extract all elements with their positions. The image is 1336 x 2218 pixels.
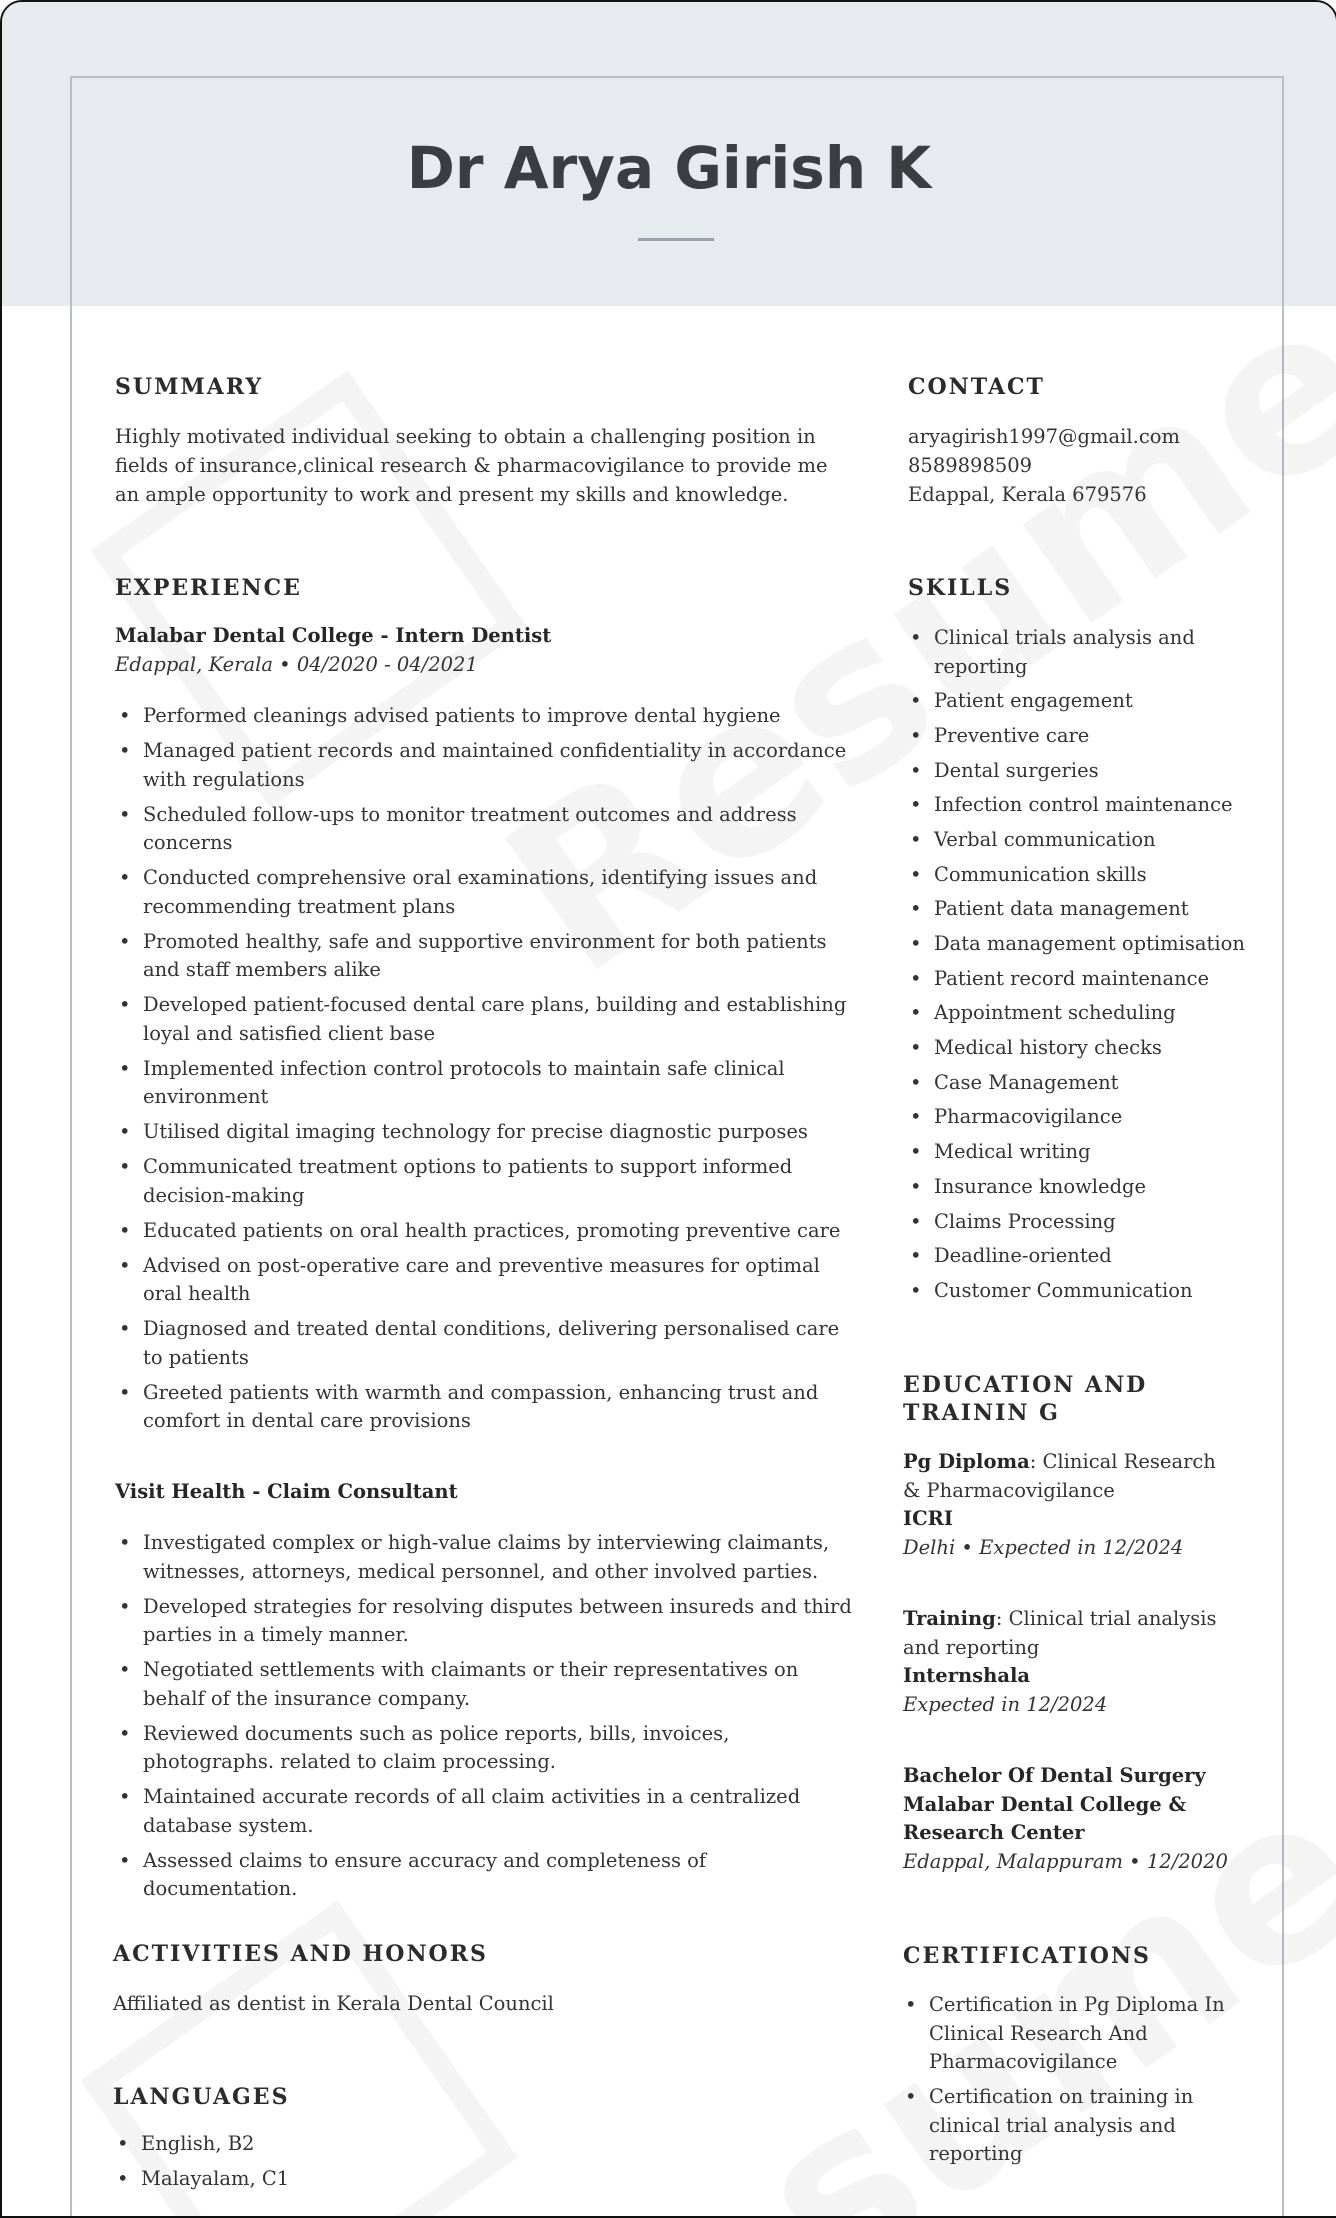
list-item: • Promoted healthy, safe and supportive environment for both patients and staff members alike <box>115 928 855 985</box>
experience-heading: EXPERIENCE <box>115 575 302 601</box>
list-item: • Insurance knowledge <box>906 1173 1246 1202</box>
education-entry <box>903 1448 1233 1562</box>
list-item: • Reviewed documents such as police reports, bills, invoices, photographs. related to claim processing. <box>115 1720 855 1777</box>
education-school: ICRI <box>903 1507 953 1530</box>
list-item: • Medical writing <box>906 1138 1246 1167</box>
education-entry <box>903 1605 1233 1719</box>
list-item: • Verbal communication <box>906 826 1246 855</box>
job-bullets <box>115 702 855 1442</box>
list-item: • Patient record maintenance <box>906 965 1246 994</box>
list-item: • Conducted comprehensive oral examinations, identifying issues and recommending treatment plans <box>115 864 855 921</box>
languages-heading: LANGUAGES <box>113 2084 290 2110</box>
list-item: • Appointment scheduling <box>906 999 1246 1028</box>
education-meta: Delhi • Expected in 12/2024 <box>903 1535 1184 1559</box>
list-item: • Pharmacovigilance <box>906 1103 1246 1132</box>
list-item: • Greeted patients with warmth and compassion, enhancing trust and comfort in dental care provisions <box>115 1379 855 1436</box>
list-item: • Medical history checks <box>906 1034 1246 1063</box>
list-item: • English, B2 <box>113 2130 513 2159</box>
education-school: Malabar Dental College & Research Center <box>903 1792 1187 1844</box>
job-bullets <box>115 1529 855 1910</box>
job-title: Visit Health - Claim Consultant <box>115 1480 458 1503</box>
list-item: • Negotiated settlements with claimants or their representatives on behalf of the insurance company. <box>115 1656 855 1713</box>
name-divider <box>638 238 714 241</box>
list-item: • Developed strategies for resolving disputes between insureds and third parties in a timely manner. <box>115 1593 855 1650</box>
education-degree: Training <box>903 1607 996 1630</box>
contact-phone: 8589898509 <box>908 454 1033 477</box>
education-meta: Edappal, Malappuram • 12/2020 <box>903 1849 1228 1873</box>
list-item: • Scheduled follow-ups to monitor treatment outcomes and address concerns <box>115 801 855 858</box>
contact-heading: CONTACT <box>908 374 1045 400</box>
summary-heading: SUMMARY <box>115 374 264 400</box>
skills-list <box>906 624 1246 1312</box>
list-item: • Patient engagement <box>906 687 1246 716</box>
activities-heading: ACTIVITIES AND HONORS <box>113 1941 488 1967</box>
job-title: Malabar Dental College - Intern Dentist <box>115 624 552 647</box>
job-meta: Edappal, Kerala • 04/2020 - 04/2021 <box>115 653 478 676</box>
list-item: • Developed patient-focused dental care plans, building and establishing loyal and satisfied client base <box>115 991 855 1048</box>
education-school: Internshala <box>903 1664 1030 1687</box>
list-item: • Patient data management <box>906 895 1246 924</box>
list-item: • Investigated complex or high-value claims by interviewing claimants, witnesses, attorneys, medical personnel, and other involved parties. <box>115 1529 855 1586</box>
certifications-heading: CERTIFICATIONS <box>903 1943 1151 1969</box>
list-item: • Customer Communication <box>906 1277 1246 1306</box>
list-item: • Diagnosed and treated dental conditions, delivering personalised care to patients <box>115 1315 855 1372</box>
list-item: • Case Management <box>906 1069 1246 1098</box>
education-degree: Pg Diploma <box>903 1450 1030 1473</box>
education-field: : Clinical trial analysis and reporting <box>903 1607 1217 1659</box>
list-item: • Assessed claims to ensure accuracy and completeness of documentation. <box>115 1847 855 1904</box>
education-field: : Clinical Research & Pharmacovigilance <box>903 1450 1216 1502</box>
education-entry <box>903 1762 1233 1876</box>
list-item: • Advised on post-operative care and preventive measures for optimal oral health <box>115 1252 855 1309</box>
list-item: • Implemented infection control protocols to maintain safe clinical environment <box>115 1055 855 1112</box>
contact-address: Edappal, Kerala 679576 <box>908 483 1147 506</box>
summary-text: Highly motivated individual seeking to obtain a challenging position in fields of insurance,clinical research & pharmacovigilance to provide me an ample opportunity to work and present my skills and knowledge. <box>115 425 828 506</box>
list-item: • Managed patient records and maintained confidentiality in accordance with regulations <box>115 737 855 794</box>
skills-heading: SKILLS <box>908 575 1013 601</box>
list-item: • Certification in Pg Diploma In Clinical Research And Pharmacovigilance <box>901 1991 1231 2077</box>
activities-text: Affiliated as dentist in Kerala Dental Council <box>113 1992 554 2015</box>
list-item: • Clinical trials analysis and reporting <box>906 624 1246 681</box>
list-item: • Educated patients on oral health practices, promoting preventive care <box>115 1217 855 1246</box>
list-item: • Data management optimisation <box>906 930 1246 959</box>
list-item: • Claims Processing <box>906 1208 1246 1237</box>
list-item: • Deadline-oriented <box>906 1242 1246 1271</box>
list-item: • Utilised digital imaging technology for precise diagnostic purposes <box>115 1118 855 1147</box>
languages-list <box>113 2130 513 2200</box>
list-item: • Malayalam, C1 <box>113 2165 513 2194</box>
education-degree: Bachelor Of Dental Surgery <box>903 1764 1206 1787</box>
contact-email: aryagirish1997@gmail.com <box>908 425 1180 448</box>
list-item: • Preventive care <box>906 722 1246 751</box>
education-heading: EDUCATION AND TRAININ G <box>903 1372 1148 1426</box>
list-item: • Infection control maintenance <box>906 791 1246 820</box>
list-item: • Communication skills <box>906 861 1246 890</box>
education-meta: Expected in 12/2024 <box>903 1692 1108 1716</box>
certifications-list <box>901 1991 1231 2175</box>
list-item: • Certification on training in clinical trial analysis and reporting <box>901 2083 1231 2169</box>
list-item: • Performed cleanings advised patients to improve dental hygiene <box>115 702 855 731</box>
candidate-name: Dr Arya Girish K <box>406 134 932 202</box>
list-item: • Maintained accurate records of all claim activities in a centralized database system. <box>115 1783 855 1840</box>
list-item: • Communicated treatment options to patients to support informed decision-making <box>115 1153 855 1210</box>
list-item: • Dental surgeries <box>906 757 1246 786</box>
